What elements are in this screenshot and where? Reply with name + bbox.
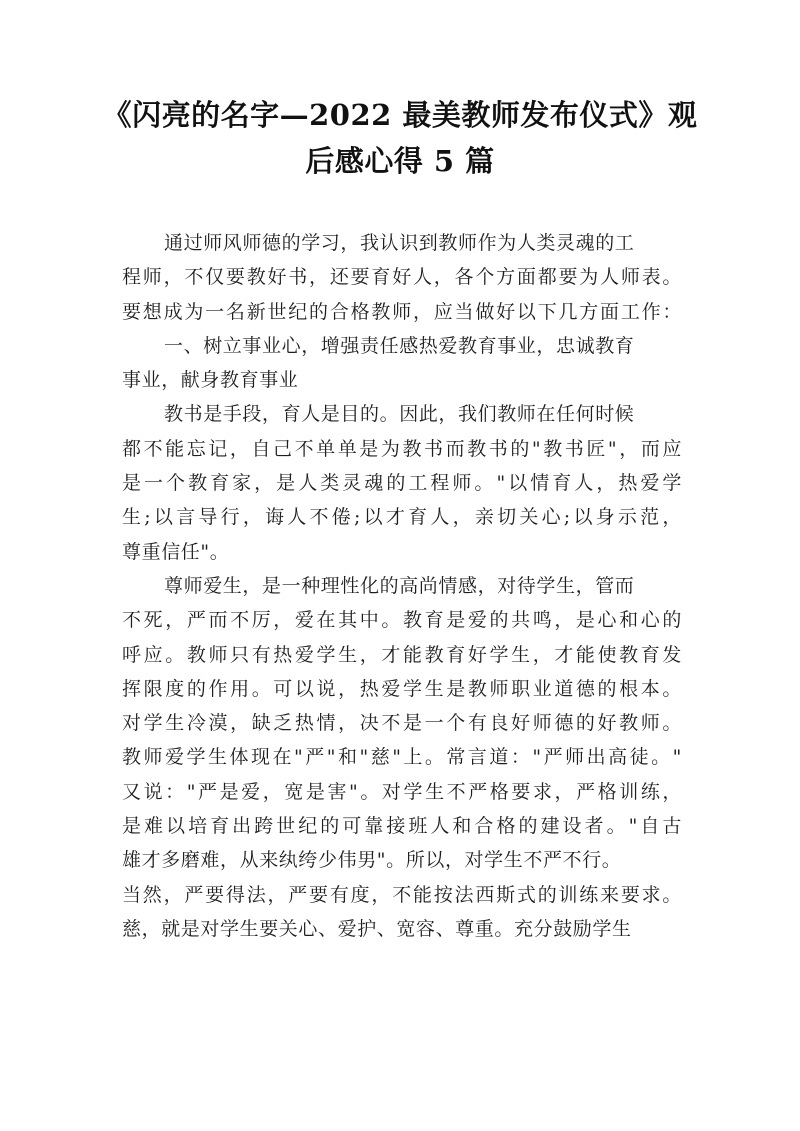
body-line-6: 教书是手段，育人是目的。因此，我们教师在任何时候 [164,403,635,426]
title-line-1: 《闪亮的名字—2022 最美教师发布仪式》观 [102,98,698,132]
body-line-18: 是难以培育出跨世纪的可靠接班人和合格的建设者。"自古 [122,815,682,838]
body-line-9: 生;以言导行，诲人不倦;以才育人，亲切关心;以身示范， [122,506,682,529]
body-line-20: 当然，严要得法，严要有度，不能按法西斯式的训练来要求。 [122,883,682,906]
body-line-2: 程师，不仅要教好书，还要育好人，各个方面都要为人师表。 [122,266,682,289]
body-line-5: 事业，献身教育事业 [122,369,299,392]
body-line-16: 教师爱学生体现在"严"和"慈"上。常言道："严师出高徒。" [122,746,682,769]
body-line-15: 对学生冷漠，缺乏热情，决不是一个有良好师德的好教师。 [122,712,682,735]
body-line-19: 雄才多磨难，从来纨绔少伟男"。所以，对学生不严不行。 [122,849,622,872]
document-body [122,226,682,946]
body-line-12: 不死，严而不厉，爱在其中。教育是爱的共鸣，是心和心的 [122,609,682,632]
body-line-3: 要想成为一名新世纪的合格教师，应当做好以下几方面工作： [122,300,682,323]
body-line-1: 通过师风师德的学习，我认识到教师作为人类灵魂的工 [164,232,635,254]
title-line-2: 后感心得 5 篇 [305,144,495,178]
body-line-4: 一、树立事业心，增强责任感热爱教育事业，忠诚教育 [164,334,635,357]
body-line-8: 是一个教育家，是人类灵魂的工程师。"以情育人，热爱学 [122,472,682,495]
body-line-21: 慈，就是对学生要关心、爱护、宽容、尊重。充分鼓励学生 [122,917,632,940]
body-line-17: 又说："严是爱，宽是害"。对学生不严格要求，严格训练， [122,780,682,803]
body-line-14: 挥限度的作用。可以说，热爱学生是教师职业道德的根本。 [122,677,682,700]
body-line-10: 尊重信任"。 [122,540,230,563]
document-title [100,92,700,184]
body-line-13: 呼应。教师只有热爱学生，才能教育好学生，才能使教育发 [122,643,682,666]
body-line-11: 尊师爱生，是一种理性化的高尚情感，对待学生，管而 [164,574,635,597]
body-line-7: 都不能忘记，自己不单单是为教书而教书的"教书匠"，而应 [122,437,682,460]
